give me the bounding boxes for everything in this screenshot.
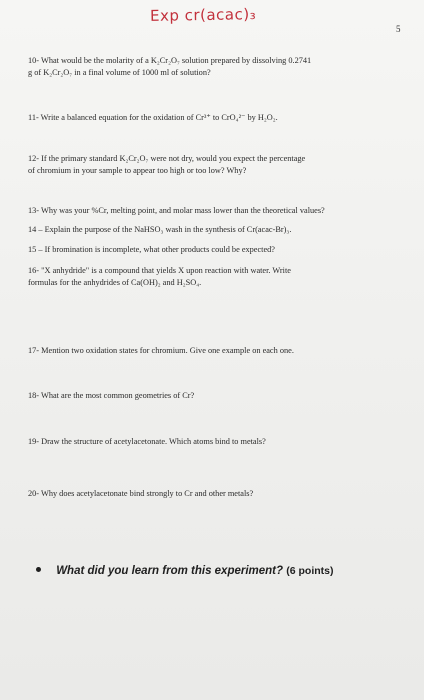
question-line: 20- Why does acetylacetonate bind strongly to Cr and other metals? [28, 489, 254, 498]
question-line: 14 – Explain the purpose of the NaHSO₃ wash in the synthesis of Cr(acac-Br)₃. [28, 225, 292, 234]
page-number: 5 [396, 24, 401, 34]
bullet-icon [36, 567, 41, 572]
question-15 [28, 244, 388, 256]
question-line: 13- Why was your %Cr, melting point, and molar mass lower than the theoretical values? [28, 206, 325, 215]
question-line: 19- Draw the structure of acetylacetonate. Which atoms bind to metals? [28, 437, 266, 446]
question-line: 16- "X anhydride" is a compound that yields X upon reaction with water. Write [28, 266, 291, 275]
question-10 [28, 55, 388, 78]
question-line: 11- Write a balanced equation for the oxidation of Cr³⁺ to CrO₄²⁻ by H₂O₂. [28, 113, 278, 122]
bonus-question [36, 565, 334, 577]
question-19 [28, 436, 388, 448]
question-20 [28, 488, 388, 500]
question-line: 12- If the primary standard K₂Cr₂O₇ were not dry, would you expect the percentage [28, 154, 306, 163]
question-line: 15 – If bromination is incomplete, what other products could be expected? [28, 245, 275, 254]
question-line: 10- What would be the molarity of a K₂Cr₂O₇ solution prepared by dissolving 0.2741 [28, 56, 312, 65]
question-line: formulas for the anhydrides of Ca(OH)₂ and H₂SO₄. [28, 277, 202, 287]
question-12 [28, 153, 388, 176]
question-13 [28, 205, 388, 217]
question-line: g of K₂Cr₂O₇ in a final volume of 1000 ml of solution? [28, 67, 211, 77]
question-line: 18- What are the most common geometries of Cr? [28, 391, 195, 400]
question-line: of chromium in your sample to appear too high or too low? Why? [28, 165, 247, 175]
question-line: 17- Mention two oxidation states for chromium. Give one example on each one. [28, 346, 294, 355]
bonus-question-text: What did you learn from this experiment? [56, 565, 284, 577]
handwritten-note: Exp cr(acac)₃ [149, 5, 257, 25]
question-18 [28, 390, 388, 402]
question-11 [28, 112, 388, 124]
question-16 [28, 265, 388, 288]
question-17 [28, 345, 388, 357]
bonus-points: (6 points) [286, 565, 334, 577]
question-14 [28, 224, 388, 236]
